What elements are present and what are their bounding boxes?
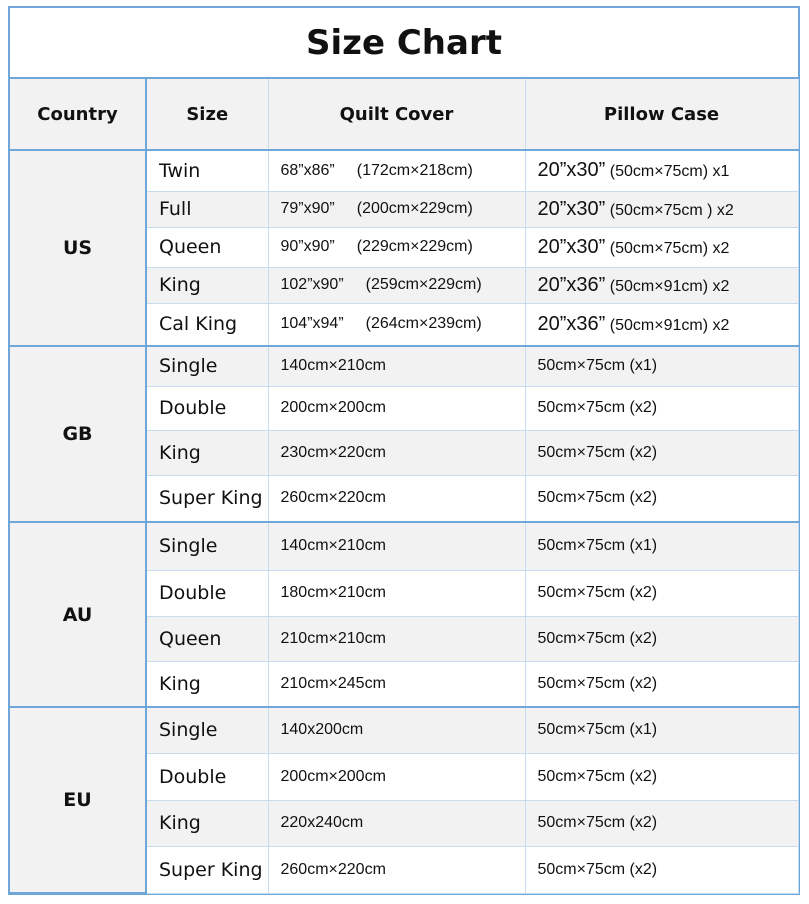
size-cell: Double <box>146 570 268 616</box>
quilt-cell: 180cm×210cm <box>268 570 525 616</box>
size-chart-frame <box>8 6 800 895</box>
pillow-cell: 20”x36” (50cm×91cm) x2 <box>525 303 798 346</box>
table-row <box>10 707 798 753</box>
pillow-cell: 50cm×75cm (x2) <box>525 753 798 800</box>
header-quilt-cover: Quilt Cover <box>268 79 525 150</box>
pillow-cell: 50cm×75cm (x2) <box>525 800 798 846</box>
country-cell-eu: EU <box>10 707 146 893</box>
size-chart-table <box>10 79 799 894</box>
size-cell: Single <box>146 522 268 570</box>
quilt-cell: 210cm×245cm <box>268 661 525 707</box>
quilt-cell: 220x240cm <box>268 800 525 846</box>
size-cell: Cal King <box>146 303 268 346</box>
quilt-cell: 68”x86” (172cm×218cm) <box>268 150 525 191</box>
size-cell: King <box>146 267 268 303</box>
size-cell: Double <box>146 386 268 430</box>
header-country: Country <box>10 79 146 150</box>
quilt-cell: 102”x90” (259cm×229cm) <box>268 267 525 303</box>
size-cell: Queen <box>146 616 268 661</box>
quilt-cell: 90”x90” (229cm×229cm) <box>268 227 525 267</box>
pillow-cell: 50cm×75cm (x1) <box>525 346 798 386</box>
pillow-cell: 50cm×75cm (x2) <box>525 661 798 707</box>
quilt-cell: 104”x94” (264cm×239cm) <box>268 303 525 346</box>
size-cell: Single <box>146 707 268 753</box>
header-row <box>10 79 798 150</box>
table-row <box>10 346 798 386</box>
pillow-cell: 50cm×75cm (x1) <box>525 522 798 570</box>
pillow-cell: 50cm×75cm (x2) <box>525 475 798 522</box>
pillow-cell: 50cm×75cm (x2) <box>525 846 798 893</box>
header-size: Size <box>146 79 268 150</box>
pillow-cell: 20”x30” (50cm×75cm ) x2 <box>525 191 798 227</box>
pillow-cell: 20”x30” (50cm×75cm) x1 <box>525 150 798 191</box>
pillow-cell: 50cm×75cm (x2) <box>525 430 798 475</box>
pillow-cell: 50cm×75cm (x2) <box>525 616 798 661</box>
quilt-cell: 260cm×220cm <box>268 475 525 522</box>
quilt-cell: 210cm×210cm <box>268 616 525 661</box>
size-cell: King <box>146 800 268 846</box>
size-cell: Super King <box>146 475 268 522</box>
quilt-cell: 140cm×210cm <box>268 522 525 570</box>
quilt-cell: 79”x90” (200cm×229cm) <box>268 191 525 227</box>
size-cell: Double <box>146 753 268 800</box>
size-cell: Single <box>146 346 268 386</box>
header-pillow-case: Pillow Case <box>525 79 798 150</box>
quilt-cell: 140cm×210cm <box>268 346 525 386</box>
size-cell: Super King <box>146 846 268 893</box>
pillow-cell: 50cm×75cm (x1) <box>525 707 798 753</box>
quilt-cell: 200cm×200cm <box>268 386 525 430</box>
page-title: Size Chart <box>10 8 798 79</box>
size-cell: King <box>146 661 268 707</box>
size-cell: Full <box>146 191 268 227</box>
quilt-cell: 140x200cm <box>268 707 525 753</box>
table-row <box>10 150 798 191</box>
size-cell: Twin <box>146 150 268 191</box>
pillow-cell: 50cm×75cm (x2) <box>525 570 798 616</box>
country-cell-au: AU <box>10 522 146 707</box>
size-cell: Queen <box>146 227 268 267</box>
quilt-cell: 260cm×220cm <box>268 846 525 893</box>
quilt-cell: 230cm×220cm <box>268 430 525 475</box>
country-cell-gb: GB <box>10 346 146 522</box>
quilt-cell: 200cm×200cm <box>268 753 525 800</box>
pillow-cell: 20”x30” (50cm×75cm) x2 <box>525 227 798 267</box>
pillow-cell: 50cm×75cm (x2) <box>525 386 798 430</box>
size-cell: King <box>146 430 268 475</box>
pillow-cell: 20”x36” (50cm×91cm) x2 <box>525 267 798 303</box>
table-row <box>10 522 798 570</box>
country-cell-us: US <box>10 150 146 346</box>
